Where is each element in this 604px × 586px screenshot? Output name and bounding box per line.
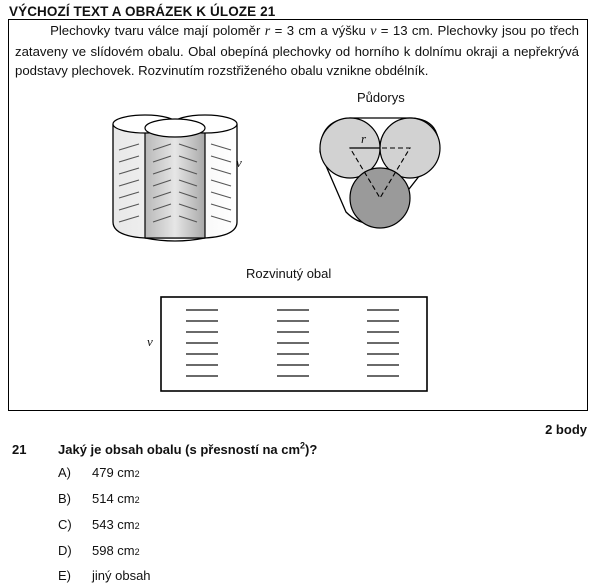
- floorplan-title: Půdorys: [357, 90, 405, 105]
- floorplan-figure: [316, 112, 446, 232]
- option-e[interactable]: [58, 568, 151, 586]
- option-c[interactable]: C) 543 cm 2: [58, 517, 140, 532]
- option-value: 514 cm: [92, 491, 135, 506]
- question-text-end: )?: [305, 442, 318, 457]
- question-number: 21: [12, 442, 27, 457]
- option-value: 479 cm: [92, 465, 135, 480]
- points-label: 2 body: [545, 422, 587, 437]
- option-letter: D): [58, 543, 72, 558]
- option-value: jiný obsah: [92, 568, 151, 583]
- v-value: = 13 cm. Plechovky jsou po třech zataveny ve slídovém obalu. Obal obepíná plechovky od horního k dolnímu okraji a nepřekrývá podstavy plechovek. Rozvinutím rozstřiženého obalu vznikne obdélník.: [15, 23, 579, 79]
- question-text-sup: 2: [300, 440, 306, 451]
- option-a[interactable]: A) 479 cm 2: [58, 465, 140, 480]
- unrolled-wrap-figure: [160, 296, 430, 394]
- option-value: 598 cm: [92, 543, 135, 558]
- intro-text: [15, 21, 579, 81]
- option-letter: B): [58, 491, 71, 506]
- r-value: = 3 cm a výšku: [270, 23, 371, 38]
- option-b[interactable]: B) 514 cm 2: [58, 491, 140, 506]
- option-d[interactable]: D) 598 cm 2: [58, 543, 140, 558]
- option-value: 543 cm: [92, 517, 135, 532]
- r-symbol: r: [264, 24, 271, 39]
- v-symbol: v: [370, 24, 377, 39]
- option-letter: C): [58, 517, 72, 532]
- option-letter: A): [58, 465, 71, 480]
- question-text-main: Jaký je obsah obalu (s přesností na cm: [58, 442, 301, 457]
- section-heading: VÝCHOZÍ TEXT A OBRÁZEK K ÚLOZE 21: [9, 4, 276, 19]
- unrolled-title: Rozvinutý obal: [246, 266, 332, 281]
- unrolled-height-label: v: [147, 334, 153, 349]
- cylinder-bundle-figure: [105, 110, 245, 245]
- option-letter: E): [58, 568, 71, 583]
- question-text: [58, 442, 317, 457]
- floorplan-radius-label: r: [361, 131, 367, 146]
- cylinder-height-label: v: [236, 155, 242, 170]
- intro-part1: Plechovky tvaru válce mají poloměr: [50, 23, 265, 38]
